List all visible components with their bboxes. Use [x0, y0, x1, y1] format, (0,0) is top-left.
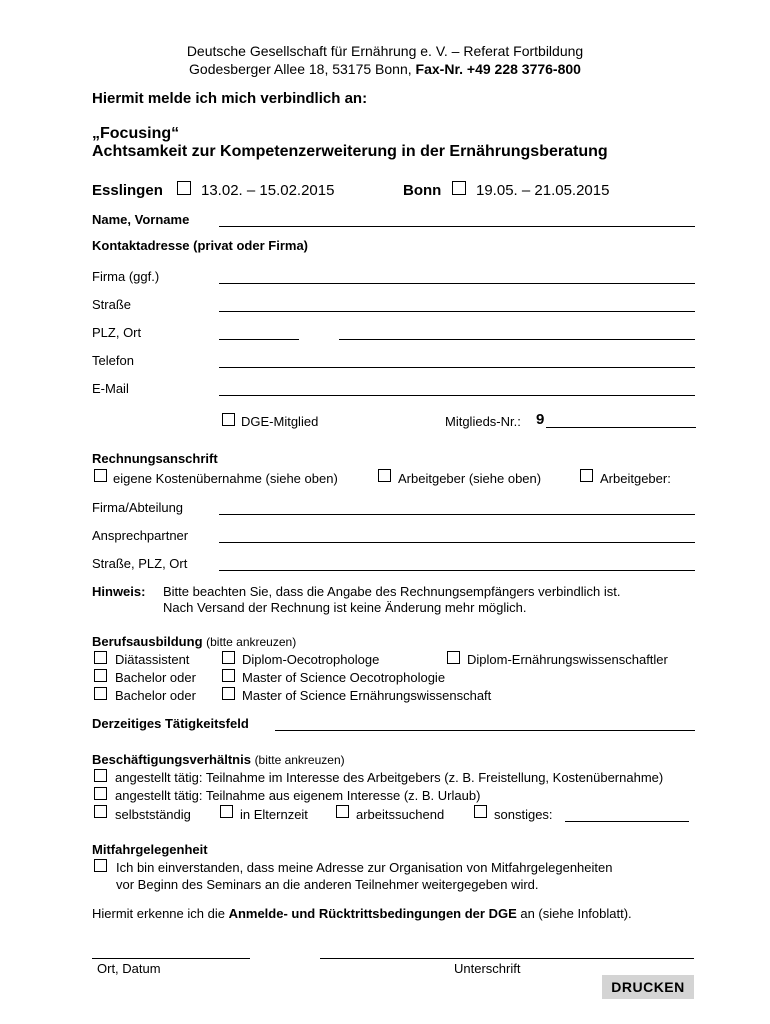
mitfahr-checkbox[interactable]: [94, 859, 107, 872]
angestellt-eigen-label: angestellt tätig: Teilnahme aus eigenem Interesse (z. B. Urlaub): [115, 788, 481, 803]
diaetassistent-checkbox[interactable]: [94, 651, 107, 664]
course-subtitle: Achtsamkeit zur Kompetenzerweiterung in der Ernährungsberatung: [92, 143, 608, 160]
email-label: E-Mail: [92, 381, 129, 396]
esslingen-date: 13.02. – 15.02.2015: [201, 182, 335, 199]
print-button[interactable]: DRUCKEN: [602, 975, 694, 999]
arbeitgeber-oben-checkbox[interactable]: [378, 469, 391, 482]
unterschrift-field[interactable]: [320, 958, 694, 959]
address: Godesberger Allee 18, 53175 Bonn,: [189, 61, 412, 77]
bachelor-ernaehrung-checkbox[interactable]: [94, 687, 107, 700]
ort-field[interactable]: [339, 339, 695, 340]
diplom-oeco-label: Diplom-Oecotrophologe: [242, 652, 380, 667]
agreement-pre: Hiermit erkenne ich die: [92, 906, 229, 921]
taetigkeit-label: Derzeitiges Tätigkeitsfeld: [92, 716, 249, 731]
strasse-label: Straße: [92, 297, 132, 312]
plz-field[interactable]: [219, 339, 299, 340]
rechnung-heading: Rechnungsanschrift: [92, 451, 218, 466]
eigene-kosten-checkbox[interactable]: [94, 469, 107, 482]
beruf-heading: Berufsausbildung: [92, 634, 203, 649]
arbeitssuchend-label: arbeitssuchend: [356, 807, 445, 822]
firma-abteilung-field[interactable]: [219, 514, 695, 515]
esslingen-checkbox[interactable]: [177, 181, 191, 195]
email-field[interactable]: [219, 395, 695, 396]
course-title: „Focusing“: [92, 125, 180, 142]
address-line: [0, 61, 770, 77]
besch-note: (bitte ankreuzen): [254, 753, 345, 767]
dge-member-checkbox[interactable]: [222, 413, 235, 426]
member-number-field[interactable]: [546, 427, 696, 428]
master-ernaehrung-checkbox[interactable]: [222, 687, 235, 700]
unterschrift-label: Unterschrift: [454, 961, 521, 976]
angestellt-arbeitgeber-checkbox[interactable]: [94, 769, 107, 782]
selbststaendig-label: selbstständig: [115, 807, 191, 822]
bonn-label: Bonn: [403, 182, 442, 199]
master-ernaehrung-label: Master of Science Ernährungswissenschaft: [242, 688, 492, 703]
org-line: Deutsche Gesellschaft für Ernährung e. V. – Referat Fortbildung: [186, 43, 584, 59]
rechnung-strasse-field[interactable]: [219, 570, 695, 571]
diaetassistent-label: Diätassistent: [115, 652, 190, 667]
firma-label: Firma (ggf.): [92, 269, 160, 284]
besch-heading-row: [92, 752, 345, 767]
beruf-heading-row: [92, 634, 296, 649]
eigene-kosten-label: eigene Kostenübernahme (siehe oben): [113, 471, 338, 486]
firma-field[interactable]: [219, 283, 695, 284]
intro-text: Hiermit melde ich mich verbindlich an:: [92, 90, 368, 107]
arbeitgeber-oben-label: Arbeitgeber (siehe oben): [398, 471, 542, 486]
hinweis-label: Hinweis:: [92, 584, 146, 599]
ansprechpartner-label: Ansprechpartner: [92, 528, 189, 543]
dge-member-label: DGE-Mitglied: [241, 414, 319, 429]
besch-heading: Beschäftigungsverhältnis: [92, 752, 251, 767]
bonn-date: 19.05. – 21.05.2015: [476, 182, 610, 199]
esslingen-label: Esslingen: [92, 182, 163, 199]
hinweis-line2: Nach Versand der Rechnung ist keine Änderung mehr möglich.: [163, 600, 527, 615]
hinweis-line1: Bitte beachten Sie, dass die Angabe des Rechnungsempfängers verbindlich ist.: [163, 584, 621, 599]
beruf-note: (bitte ankreuzen): [206, 635, 297, 649]
agreement-post: an (siehe Infoblatt).: [516, 906, 632, 921]
arbeitssuchend-checkbox[interactable]: [336, 805, 349, 818]
agreement-text: [92, 906, 632, 921]
sonstiges-field[interactable]: [565, 821, 689, 822]
plz-label: PLZ, Ort: [92, 325, 142, 340]
angestellt-arbeitgeber-label: angestellt tätig: Teilnahme im Interesse des Arbeitgebers (z. B. Freistellung, Kostenübernahme): [115, 770, 664, 785]
angestellt-eigen-checkbox[interactable]: [94, 787, 107, 800]
diplom-oeco-checkbox[interactable]: [222, 651, 235, 664]
arbeitgeber-checkbox[interactable]: [580, 469, 593, 482]
bachelor-oeco-label: Bachelor oder: [115, 670, 196, 685]
mitfahr-line1: Ich bin einverstanden, dass meine Adresse zur Organisation von Mitfahrgelegenheiten: [116, 860, 613, 875]
telefon-field[interactable]: [219, 367, 695, 368]
ansprechpartner-field[interactable]: [219, 542, 695, 543]
sonstiges-label: sonstiges:: [494, 807, 553, 822]
diplom-ernaehrung-checkbox[interactable]: [447, 651, 460, 664]
ort-datum-label: Ort, Datum: [97, 961, 161, 976]
kontakt-heading: Kontaktadresse (privat oder Firma): [92, 238, 309, 253]
master-oeco-label: Master of Science Oecotrophologie: [242, 670, 446, 685]
arbeitgeber-label: Arbeitgeber:: [600, 471, 671, 486]
taetigkeit-field[interactable]: [275, 730, 695, 731]
agreement-conditions: Anmelde- und Rücktrittsbedingungen der DGE: [228, 906, 517, 921]
member-number-value[interactable]: 9: [536, 411, 545, 428]
mitfahr-line2: vor Beginn des Seminars an die anderen Teilnehmer weitergegeben wird.: [116, 877, 539, 892]
rechnung-strasse-label: Straße, PLZ, Ort: [92, 556, 188, 571]
bachelor-ernaehrung-label: Bachelor oder: [115, 688, 196, 703]
elternzeit-label: in Elternzeit: [240, 807, 308, 822]
bonn-checkbox[interactable]: [452, 181, 466, 195]
fax-number: Fax-Nr. +49 228 3776-800: [415, 61, 581, 77]
mitfahr-heading: Mitfahrgelegenheit: [92, 842, 208, 857]
sonstiges-checkbox[interactable]: [474, 805, 487, 818]
elternzeit-checkbox[interactable]: [220, 805, 233, 818]
strasse-field[interactable]: [219, 311, 695, 312]
telefon-label: Telefon: [92, 353, 134, 368]
name-label: Name, Vorname: [92, 212, 190, 227]
bachelor-oeco-checkbox[interactable]: [94, 669, 107, 682]
member-number-label: Mitglieds-Nr.:: [445, 414, 521, 429]
name-field[interactable]: [219, 226, 695, 227]
diplom-ernaehrung-label: Diplom-Ernährungswissenschaftler: [467, 652, 668, 667]
selbststaendig-checkbox[interactable]: [94, 805, 107, 818]
master-oeco-checkbox[interactable]: [222, 669, 235, 682]
firma-abteilung-label: Firma/Abteilung: [92, 500, 184, 515]
ort-datum-field[interactable]: [92, 958, 250, 959]
